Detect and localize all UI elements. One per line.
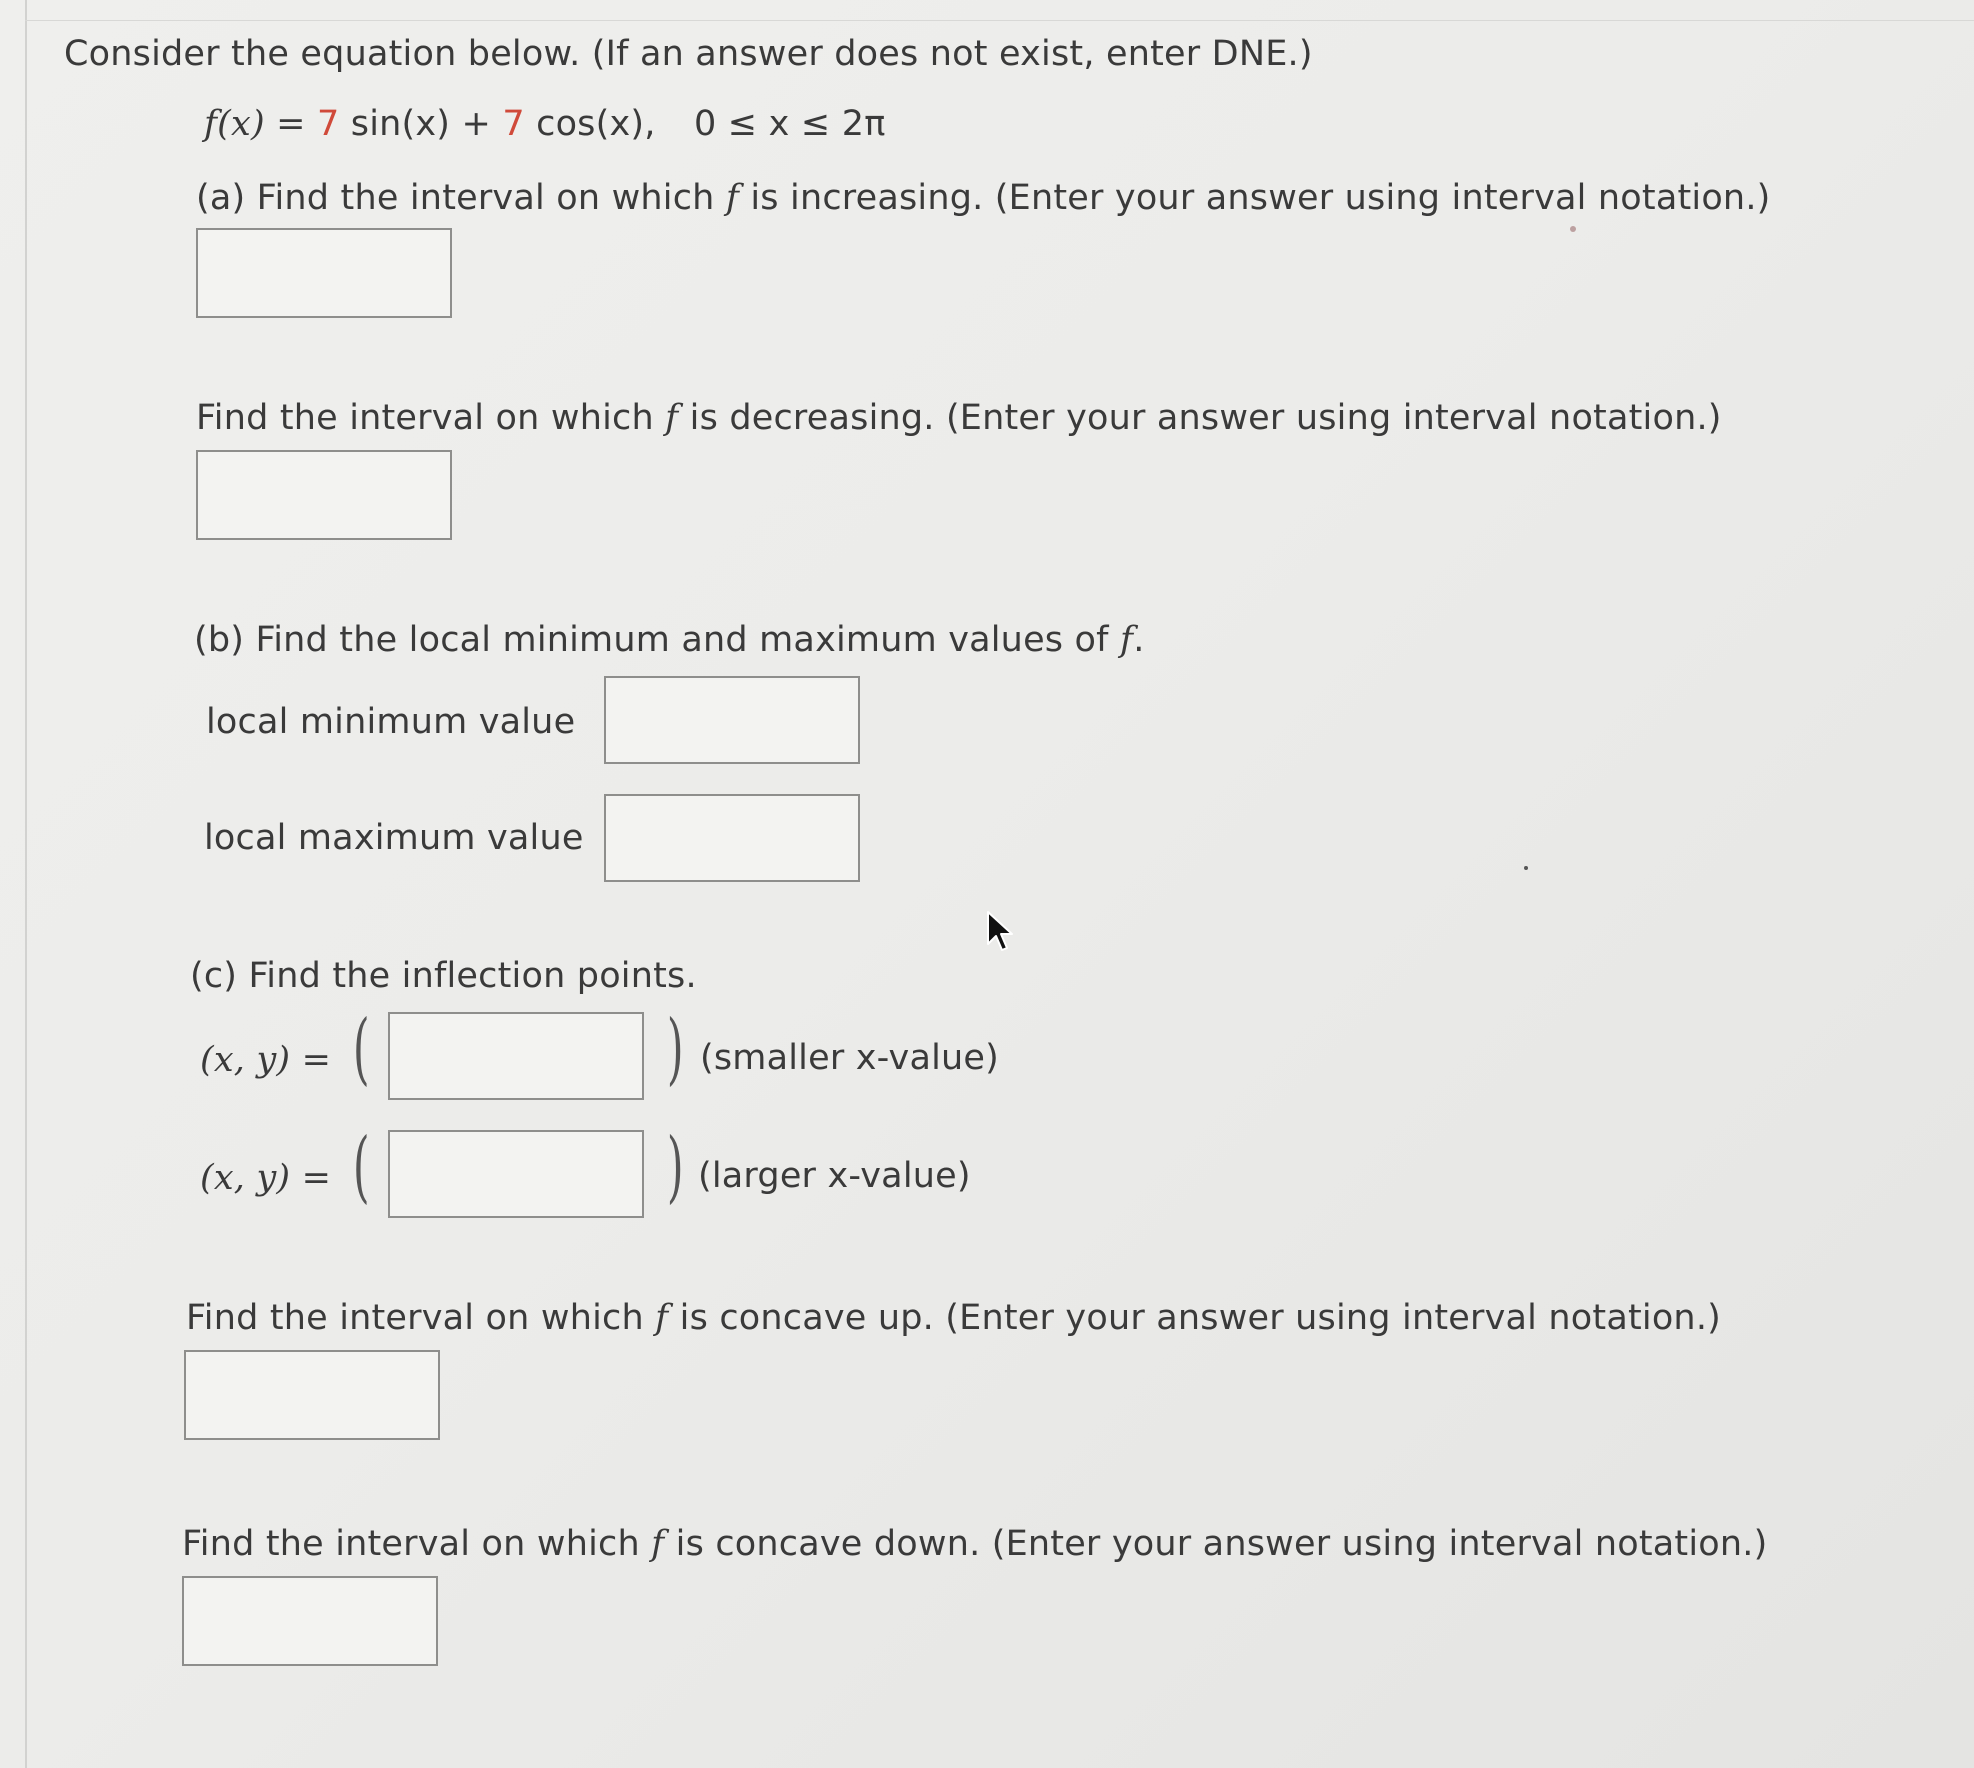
local-min-label: local minimum value: [206, 702, 576, 742]
concave-down-question: [182, 1524, 1767, 1564]
concave-down-input[interactable]: [182, 1576, 438, 1666]
concave-up-question: [186, 1298, 1721, 1338]
left-border: [25, 0, 27, 1768]
equation-lhs: f(x) =: [204, 104, 317, 144]
part-a-fn: f: [725, 178, 740, 218]
decreasing-interval-input[interactable]: [196, 450, 452, 540]
inflection-2-close-paren: ): [666, 1122, 684, 1212]
speck: [1524, 866, 1528, 870]
part-b-prefix: (b) Find the local minimum and maximum values of: [194, 620, 1121, 660]
inflection-2-note: (larger x-value): [698, 1156, 971, 1196]
concave-up-prefix: Find the interval on which: [186, 1298, 656, 1338]
part-b-end: .: [1133, 620, 1145, 660]
equation-term-2: cos(x),: [524, 104, 656, 144]
part-a-prefix: (a) Find the interval on which: [196, 178, 726, 218]
intro-text: Consider the equation below. (If an answer does not exist, enter DNE.): [64, 34, 1313, 74]
inflection-2-open-paren: (: [352, 1122, 370, 1212]
mouse-cursor-icon: [986, 910, 1014, 954]
speck: [1570, 226, 1576, 232]
equation-domain: 0 ≤ x ≤ 2π: [694, 104, 886, 144]
part-c-heading: (c) Find the inflection points.: [190, 956, 697, 996]
equation-coef-2: 7: [502, 104, 525, 144]
local-max-label: local maximum value: [204, 818, 584, 858]
equation: [204, 104, 656, 144]
inflection-point-2-input[interactable]: [388, 1130, 644, 1218]
concave-up-suffix: is concave up. (Enter your answer using interval notation.): [668, 1298, 1721, 1338]
part-a-increasing-question: [196, 178, 1771, 218]
part-b-fn: f: [1120, 620, 1134, 660]
part-a-decreasing-fn: f: [665, 398, 679, 438]
local-min-input[interactable]: [604, 676, 860, 764]
concave-down-prefix: Find the interval on which: [182, 1524, 652, 1564]
part-a-decreasing-question: [196, 398, 1722, 438]
part-a-suffix: is increasing. (Enter your answer using interval notation.): [739, 178, 1771, 218]
part-a-decreasing-prefix: Find the interval on which: [196, 398, 666, 438]
increasing-interval-input[interactable]: [196, 228, 452, 318]
inflection-point-1-input[interactable]: [388, 1012, 644, 1100]
local-max-input[interactable]: [604, 794, 860, 882]
top-border: [25, 20, 1974, 21]
inflection-2-label: (x, y) =: [200, 1158, 332, 1198]
concave-down-suffix: is concave down. (Enter your answer using interval notation.): [664, 1524, 1768, 1564]
concave-up-fn: f: [655, 1298, 669, 1338]
equation-coef-1: 7: [316, 104, 340, 144]
inflection-1-note: (smaller x-value): [700, 1038, 999, 1078]
part-a-decreasing-suffix: is decreasing. (Enter your answer using interval notation.): [678, 398, 1722, 438]
part-b-question: [194, 620, 1145, 660]
equation-term-1: sin(x) +: [339, 104, 503, 144]
concave-up-input[interactable]: [184, 1350, 440, 1440]
inflection-1-label: (x, y) =: [200, 1040, 332, 1080]
concave-down-fn: f: [651, 1524, 665, 1564]
inflection-1-close-paren: ): [666, 1004, 684, 1094]
inflection-1-open-paren: (: [352, 1004, 370, 1094]
